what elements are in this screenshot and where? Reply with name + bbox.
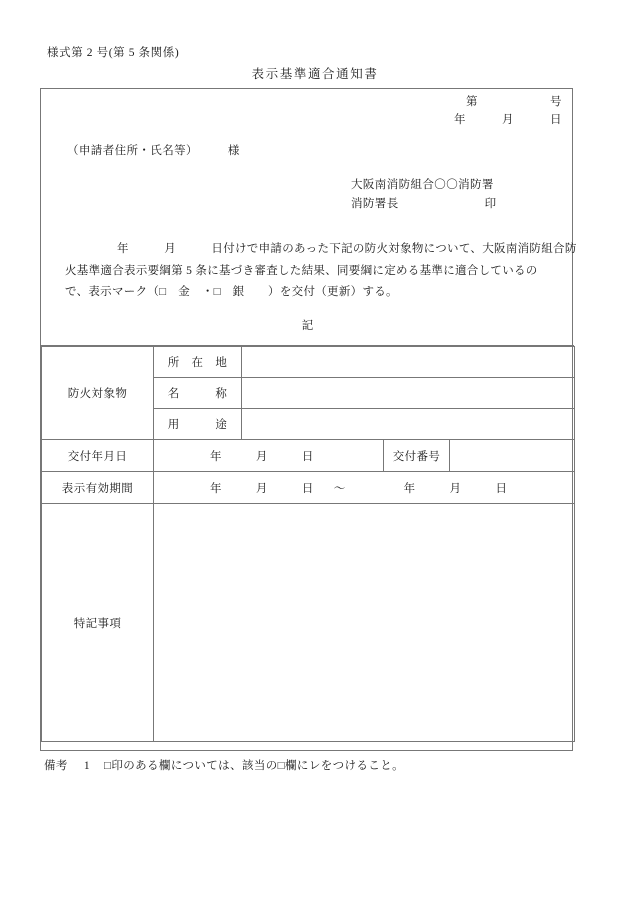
document-title: 表示基準適合通知書 (251, 67, 379, 81)
notice-header-section (41, 89, 577, 346)
notes-value[interactable] (154, 504, 575, 742)
remarks-label: 備考 (44, 760, 68, 772)
issue-date-ymd (162, 451, 314, 463)
object-label-cell: 防火対象物 (42, 347, 154, 440)
issuer-title-row (351, 195, 497, 214)
seal-mark: 印 (484, 198, 497, 210)
issue-date-label: 交付年月日 (42, 440, 154, 472)
object-location-label: 所 在 地 (154, 347, 242, 378)
valid-period-label: 表示有効期間 (42, 472, 154, 504)
notice-body (65, 239, 577, 304)
valid-to-year: 年 (403, 482, 416, 495)
valid-to-month: 月 (449, 482, 462, 495)
form-code: 様式第 2 号(第 5 条関係) (47, 47, 180, 59)
ki-mark: 記 (301, 320, 314, 332)
table-row (42, 347, 575, 378)
issue-number-label: 交付番号 (384, 440, 450, 472)
object-name-value[interactable] (242, 378, 575, 409)
range-tilde: ～ (333, 482, 346, 495)
issuer-office: 大阪南消防組合〇〇消防署 (351, 179, 494, 191)
valid-period-range (162, 483, 507, 495)
footer-remarks (44, 757, 404, 773)
valid-from-day: 日 (301, 482, 314, 495)
issue-date-value[interactable] (154, 440, 384, 472)
document-number-line: 第 号 (466, 96, 562, 108)
issue-day: 日 (301, 450, 314, 463)
table-row (42, 504, 575, 742)
issuer-title: 消防署長 (351, 198, 399, 210)
remarks-number: 1 (83, 760, 90, 772)
object-usage-label: 用 途 (154, 409, 242, 440)
object-usage-value[interactable] (242, 409, 575, 440)
document-date-line: 年 月 日 (454, 114, 562, 126)
addressee-line: （申請者住所・氏名等） 様 (67, 145, 240, 157)
table-row (42, 440, 575, 472)
details-table (41, 346, 575, 742)
form-frame (40, 88, 577, 751)
body-line-2: 火基準適合表示要綱第 5 条に基づき審査した結果、同要綱に定める基準に適合しているの (65, 264, 538, 277)
object-name-label: 名 称 (154, 378, 242, 409)
valid-period-value[interactable] (154, 472, 575, 504)
valid-from-year: 年 (210, 482, 222, 495)
notes-label: 特記事項 (42, 504, 154, 742)
issue-month: 月 (255, 450, 268, 463)
body-line-1: 年 月 日付けで申請のあった下記の防火対象物について、大阪南消防組合防 (117, 243, 577, 255)
issue-number-value[interactable] (450, 440, 575, 472)
issuer-block (351, 176, 497, 214)
body-line-3: で、表示マーク（□ 金 ・□ 銀 ）を交付（更新）する。 (65, 286, 398, 298)
valid-from-month: 月 (255, 482, 268, 495)
issue-year: 年 (210, 450, 222, 463)
object-location-value[interactable] (242, 347, 575, 378)
table-row (42, 472, 575, 504)
remarks-text: □印のある欄については、該当の□欄にレをつけること。 (103, 760, 405, 772)
valid-to-day: 日 (495, 482, 508, 495)
